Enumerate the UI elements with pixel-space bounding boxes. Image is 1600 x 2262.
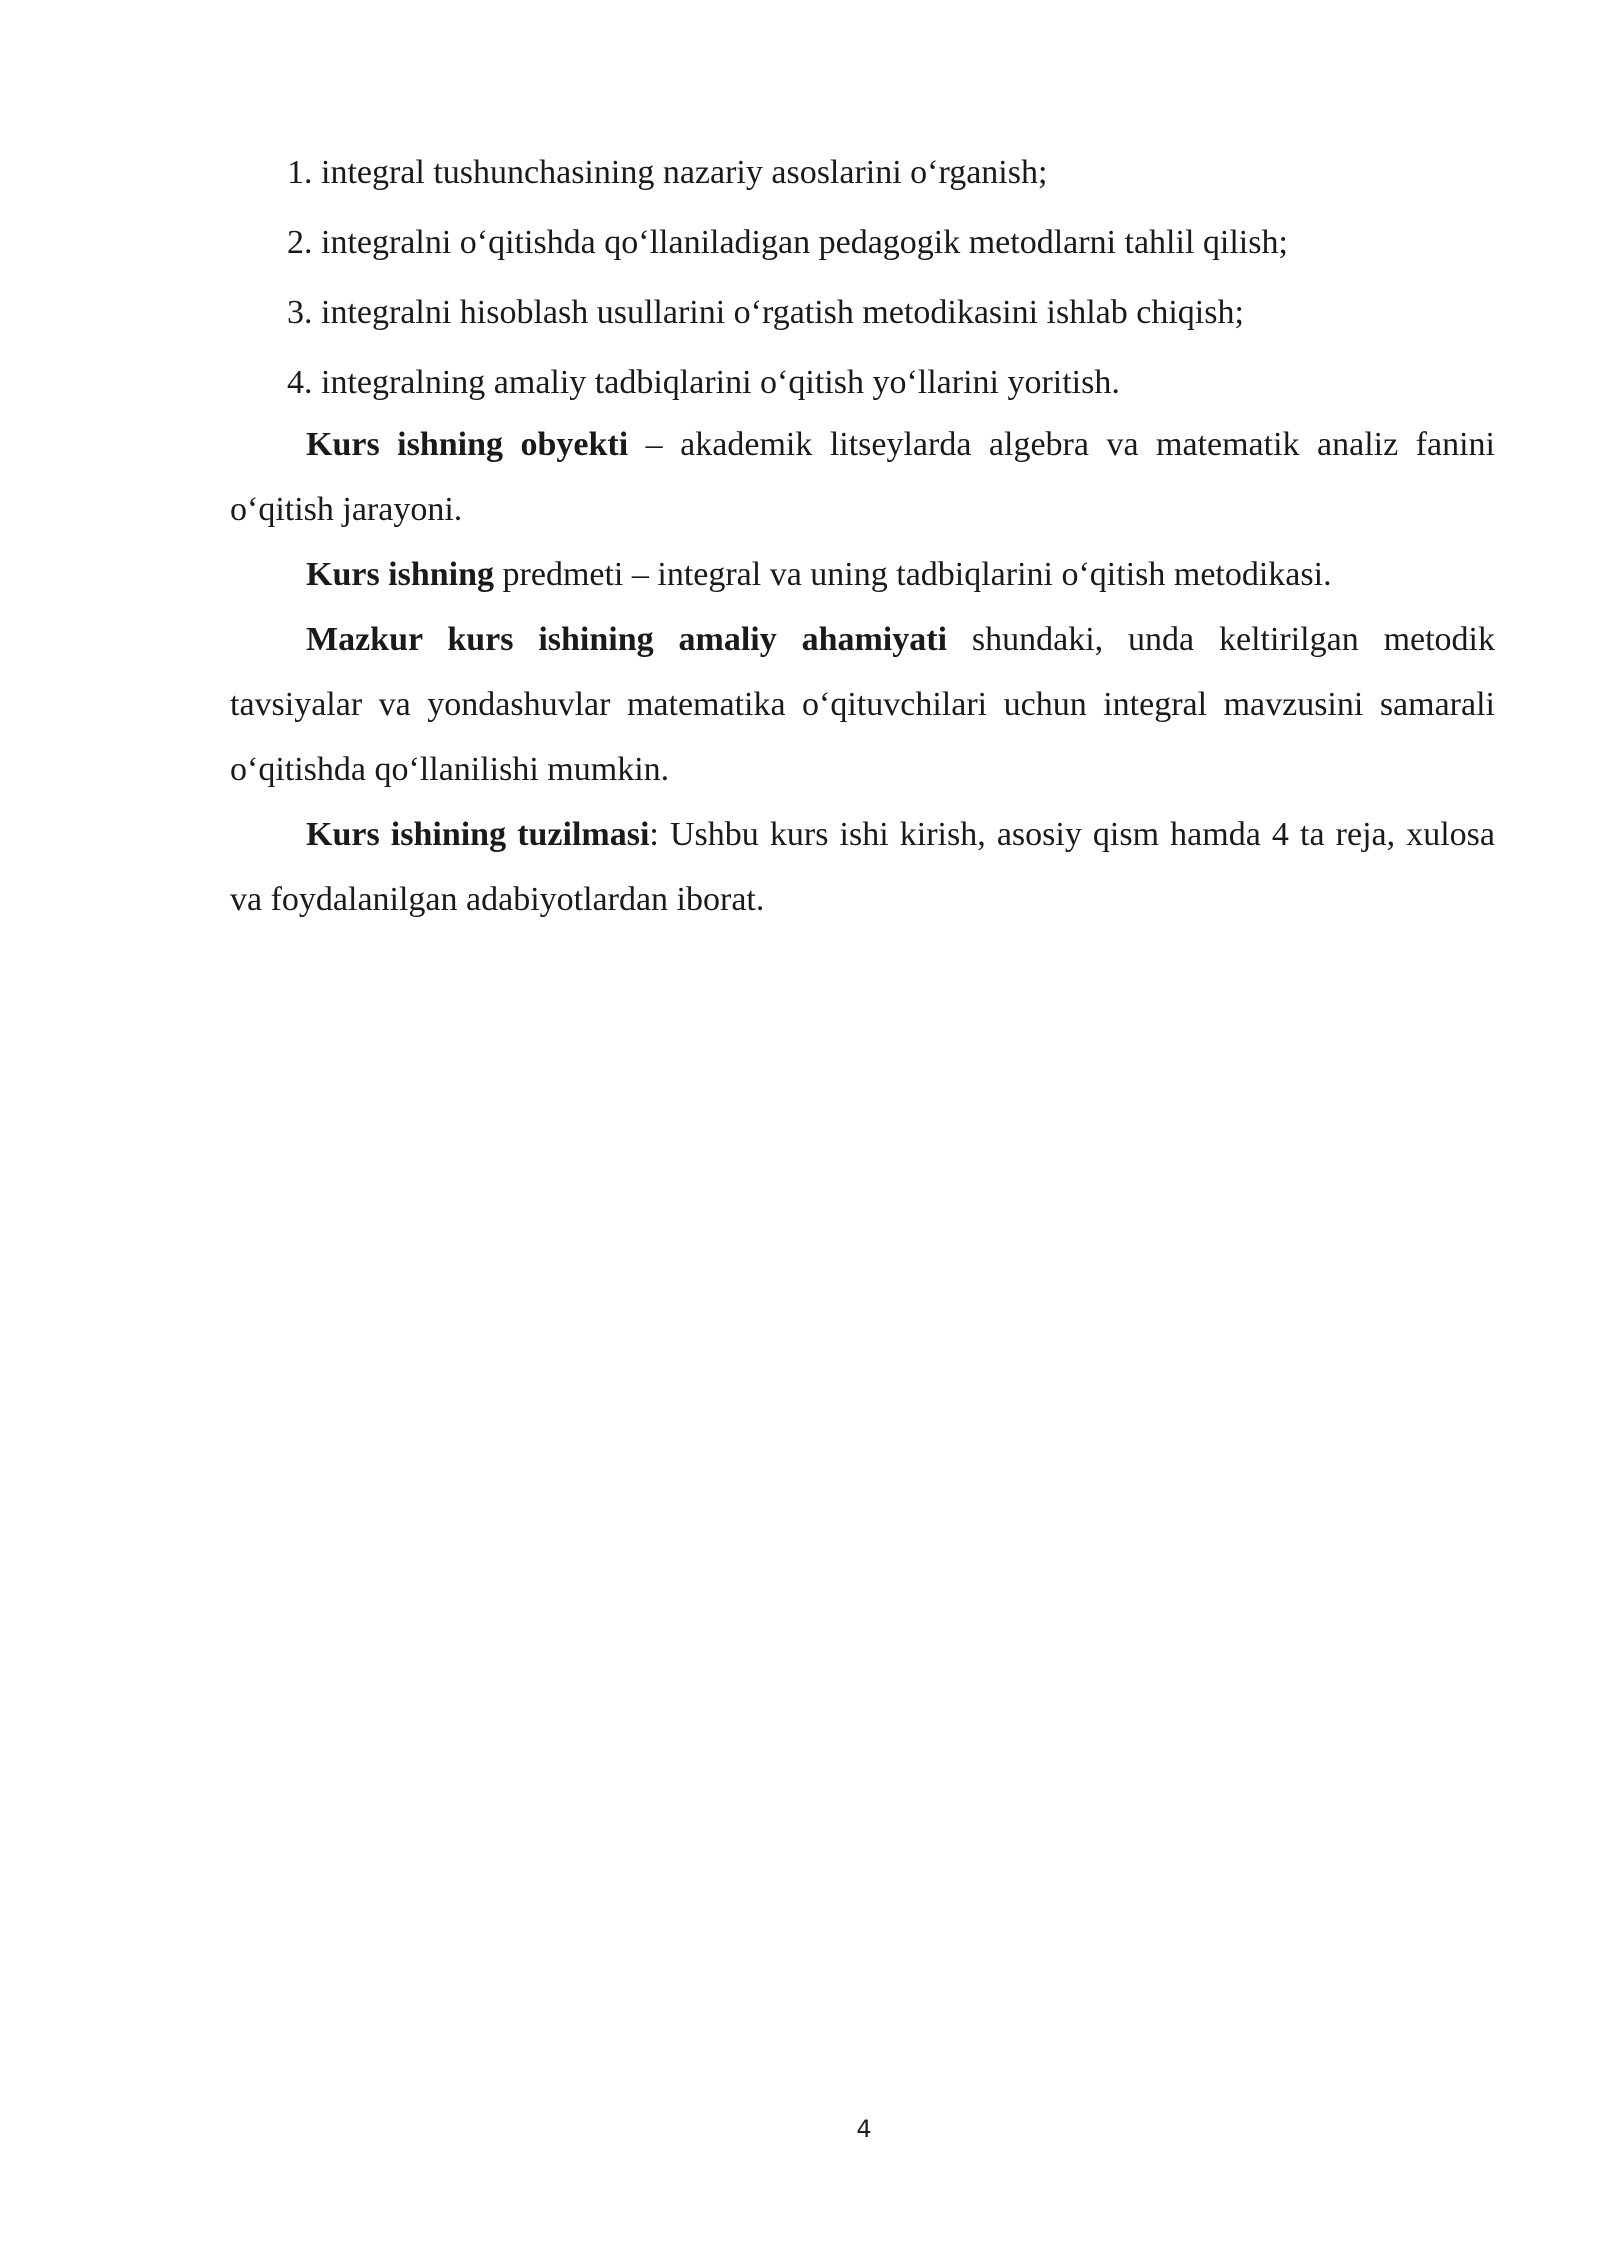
list-item-text: integralni hisoblash usullarini o‘rgatish metodikasini ishlab chiqish; [321,294,1244,331]
document-page [230,150,1495,932]
list-item-number: 2. [287,224,313,261]
structure-text: : Ushbu kurs ishi kirish, asosiy qism hamda 4 ta reja, xulosa va foydalanilgan adabiyotlardan iborat. [230,816,1495,918]
list-item [230,150,1495,220]
list-item-number: 3. [287,294,313,331]
significance-paragraph [230,607,1495,802]
page-number: 4 [856,2115,872,2143]
list-item-text: integralni o‘qitishda qo‘llaniladigan pedagogik metodlarni tahlil qilish; [321,224,1288,261]
subject-paragraph [230,542,1495,607]
list-item [230,360,1495,416]
significance-heading: Mazkur kurs ishining amaliy ahamiyati [306,621,948,658]
significance-text: shundaki, unda keltirilgan metodik tavsiyalar va yondashuvlar matematika o‘qituvchilari uchun integral mavzusini samarali o‘qitishda qo‘llanilishi mumkin. [230,621,1496,788]
list-item-text: integral tushunchasining nazariy asoslarini o‘rganish; [321,154,1048,191]
list-item-number: 1. [287,154,313,191]
object-heading: Kurs ishning obyekti [306,426,629,463]
subject-heading: Kurs ishning [306,556,495,593]
structure-heading: Kurs ishining tuzilmasi [306,816,650,853]
subject-text: predmeti – integral va uning tadbiqlarini o‘qitish metodikasi. [494,556,1332,593]
object-text: – akademik litseylarda algebra va matematik analiz fanini o‘qitish jarayoni. [230,426,1495,528]
list-item-number: 4. [287,364,313,401]
structure-paragraph [230,802,1495,932]
object-paragraph [230,412,1495,542]
list-item [230,220,1495,290]
list-item [230,290,1495,360]
list-item-text: integralning amaliy tadbiqlarini o‘qitish yo‘llarini yoritish. [321,364,1120,401]
